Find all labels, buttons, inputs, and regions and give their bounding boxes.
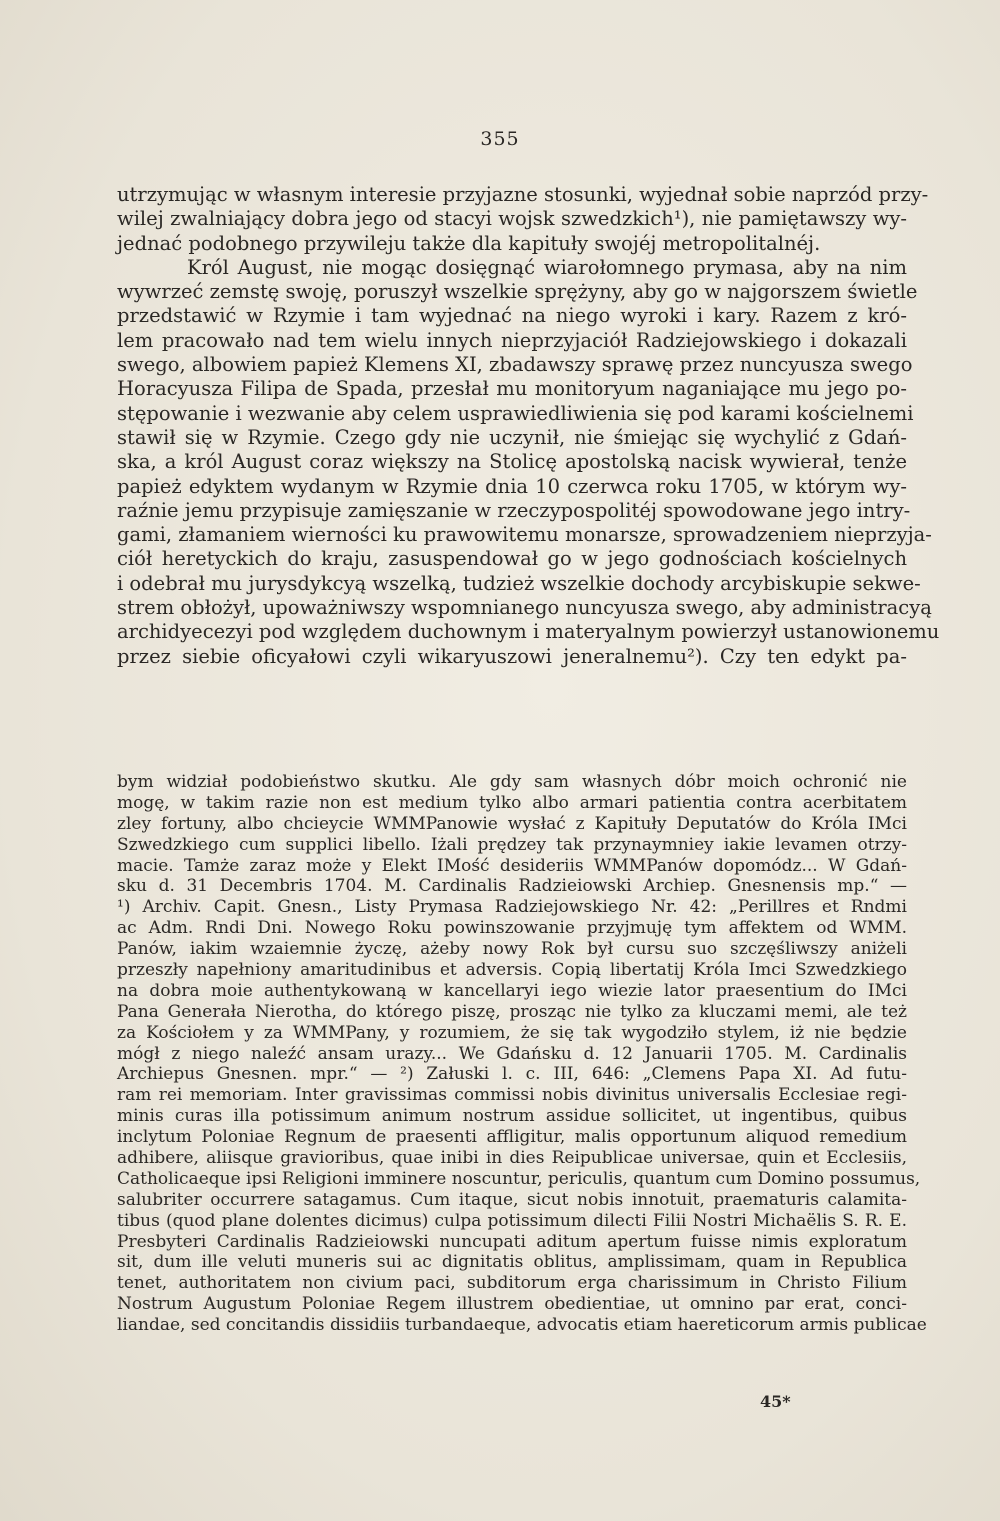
footnote-line: sit, dum ille veluti muneris sui ac dignitatis oblitus, amplissimam, quam in Republica — [117, 1252, 907, 1273]
main-text-line: wilej zwalniający dobra jego od stacyi wojsk szwedzkich¹), nie pamiętawszy wy- — [117, 207, 907, 231]
footnote-line: sku d. 31 Decembris 1704. M. Cardinalis Radzieiowski Archiep. Gnesnensis mp.“ — — [117, 876, 907, 897]
footnote-line: za Kościołem y za WMMPany, y rozumiem, że się tak wygodziło stylem, iż nie będzie — [117, 1022, 907, 1043]
footnote-line: tenet, authoritatem non civium paci, subditorum erga charissimum in Christo Filium — [117, 1273, 907, 1294]
main-text-line: papież edyktem wydanym w Rzymie dnia 10 czerwca roku 1705, w którym wy- — [117, 474, 907, 498]
footnote-line: ac Adm. Rndi Dni. Nowego Roku powinszowanie przyjmuję tym affektem od WMM. — [117, 918, 907, 939]
main-text-line: stępowanie i wezwanie aby celem usprawiedliwienia się pod karami kościelnemi — [117, 401, 914, 425]
main-text-line: przez siebie oficyałowi czyli wikaryuszowi jeneralnemu²). Czy ten edykt pa- — [117, 644, 907, 668]
footnote-line: adhibere, aliisque gravioribus, quae inibi in dies Reipublicae universae, quin et Ecclesiis, — [117, 1148, 907, 1169]
footnote-line: ¹) Archiv. Capit. Gnesn., Listy Prymasa Radziejowskiego Nr. 42: „Perillres et Rndmi — [117, 897, 907, 918]
footnote-line: Catholicaeque ipsi Religioni imminere noscuntur, periculis, quantum cum Domino possumus, — [117, 1168, 921, 1189]
footnote-line: inclytum Poloniae Regnum de praesenti affligitur, malis opportunum aliquod remedium — [117, 1127, 907, 1148]
main-text-line: raźnie jemu przypisuje zamięszanie w rzeczypospolitéj spowodowane jego intry- — [117, 498, 911, 522]
main-text-line: ciół heretyckich do kraju, zasuspendował go w jego godnościach kościelnych — [117, 547, 907, 571]
main-text-line: stawił się w Rzymie. Czego gdy nie uczynił, nie śmiejąc się wychylić z Gdań- — [117, 425, 907, 449]
main-text-line: Horacyusza Filipa de Spada, przesłał mu monitoryum naganiające mu jego po- — [117, 377, 907, 401]
footnote-line: salubriter occurrere satagamus. Cum itaque, sicut nobis innotuit, praematuris calamita- — [117, 1189, 907, 1210]
footnotes-block — [117, 772, 927, 1336]
main-text-line: lem pracowało nad tem wielu innych nieprzyjaciół Radziejowskiego i dokazali — [117, 328, 907, 352]
footnote-line: zley fortuny, albo chcieycie WMMPanowie wysłać z Kapituły Deputatów do Króla IMci — [117, 813, 907, 834]
footnote-line: Pana Generała Nierotha, do którego piszę, prosząc nie tylko za kluczami memi, ale też — [117, 1001, 907, 1022]
main-text-line: i odebrał mu jurysdykcyą wszelką, tudzież wszelkie dochody arcybiskupie sekwe- — [117, 571, 921, 595]
main-text-line: archidyecezyi pod względem duchownym i materyalnym powierzył ustanowionemu — [117, 620, 940, 644]
main-text-line: przedstawić w Rzymie i tam wyjednać na niego wyroki i kary. Razem z kró- — [117, 304, 907, 328]
main-text-line: Król August, nie mogąc dosięgnąć wiarołomnego prymasa, aby na nim — [187, 255, 907, 279]
footnote-line: mógł z niego naleźć ansam urazy... We Gdańsku d. 12 Januarii 1705. M. Cardinalis — [117, 1043, 907, 1064]
footnote-line: Archiepus Gnesnen. mpr.“ — ²) Załuski l. c. III, 646: „Clemens Papa XI. Ad futu- — [117, 1064, 907, 1085]
footnote-line: Panów, iakim wzaiemnie życzę, ażeby nowy Rok był cursu suo szczęśliwszy aniżeli — [117, 939, 907, 960]
main-text-line: wywrzeć zemstę swoję, poruszył wszelkie sprężyny, aby go w najgorszem świetle — [117, 280, 918, 304]
main-text-line: utrzymując w własnym interesie przyjazne stosunki, wyjednał sobie naprzód przy- — [117, 183, 929, 206]
footnote-line: Presbyteri Cardinalis Radzieiowski nuncupati aditum apertum fuisse nimis exploratum — [117, 1231, 907, 1252]
main-text-line: gami, złamaniem wierności ku prawowitemu monarsze, sprowadzeniem nieprzyja- — [117, 523, 932, 547]
footnote-line: Nostrum Augustum Poloniae Regem illustrem obedientiae, ut omnino par erat, conci- — [117, 1294, 907, 1315]
footnote-line: bym widział podobieństwo skutku. Ale gdy sam własnych dóbr moich ochronić nie — [117, 772, 907, 792]
footnote-line: mogę, w takim razie non est medium tylko albo armari patientia contra acerbitatem — [117, 792, 907, 813]
main-text-line: strem obłożył, upoważniwszy wspomnianego nuncyusza swego, aby administracyą — [117, 596, 932, 620]
footnote-line: macie. Tamże zaraz może y Elekt IMość desideriis WMMPanów dopomódz... W Gdań- — [117, 855, 907, 876]
footnote-line: minis curas illa potissimum animum nostrum assidue sollicitet, ut ingentibus, quibus — [117, 1106, 907, 1127]
sheet-signature-mark: 45* — [760, 1392, 791, 1411]
page-number: 355 — [480, 128, 520, 150]
footnote-line: Szwedzkiego cum supplici libello. Iżali prędzey tak przynaymniey iakie levamen otrzy- — [117, 834, 907, 855]
main-text-line: jednać podobnego przywileju także dla kapituły swojéj metropolitalnéj. — [117, 231, 821, 255]
footnote-line: na dobra moie authentykowaną w kancellaryi iego wiezie lator praesentium do IMci — [117, 980, 907, 1001]
main-text-line: swego, albowiem papież Klemens XI, zbadawszy sprawę przez nuncyusza swego — [117, 353, 913, 377]
main-text-block — [117, 183, 940, 669]
footnote-line: ram rei memoriam. Inter gravissimas commissi nobis divinitus universalis Ecclesiae regi- — [117, 1085, 907, 1106]
footnote-line: liandae, sed concitandis dissidiis turbandaeque, advocatis etiam haereticorum armis publicae — [117, 1315, 927, 1336]
footnote-line: tibus (quod plane dolentes dicimus) culpa potissimum dilecti Filii Nostri Michaëlis S. R. E. — [117, 1210, 907, 1231]
footnote-line: przeszły napełniony amaritudinibus et adversis. Copią libertatij Króla Imci Szwedzkiego — [117, 960, 907, 981]
main-text-line: ska, a król August coraz większy na Stolicę apostolską nacisk wywierał, tenże — [117, 450, 907, 474]
